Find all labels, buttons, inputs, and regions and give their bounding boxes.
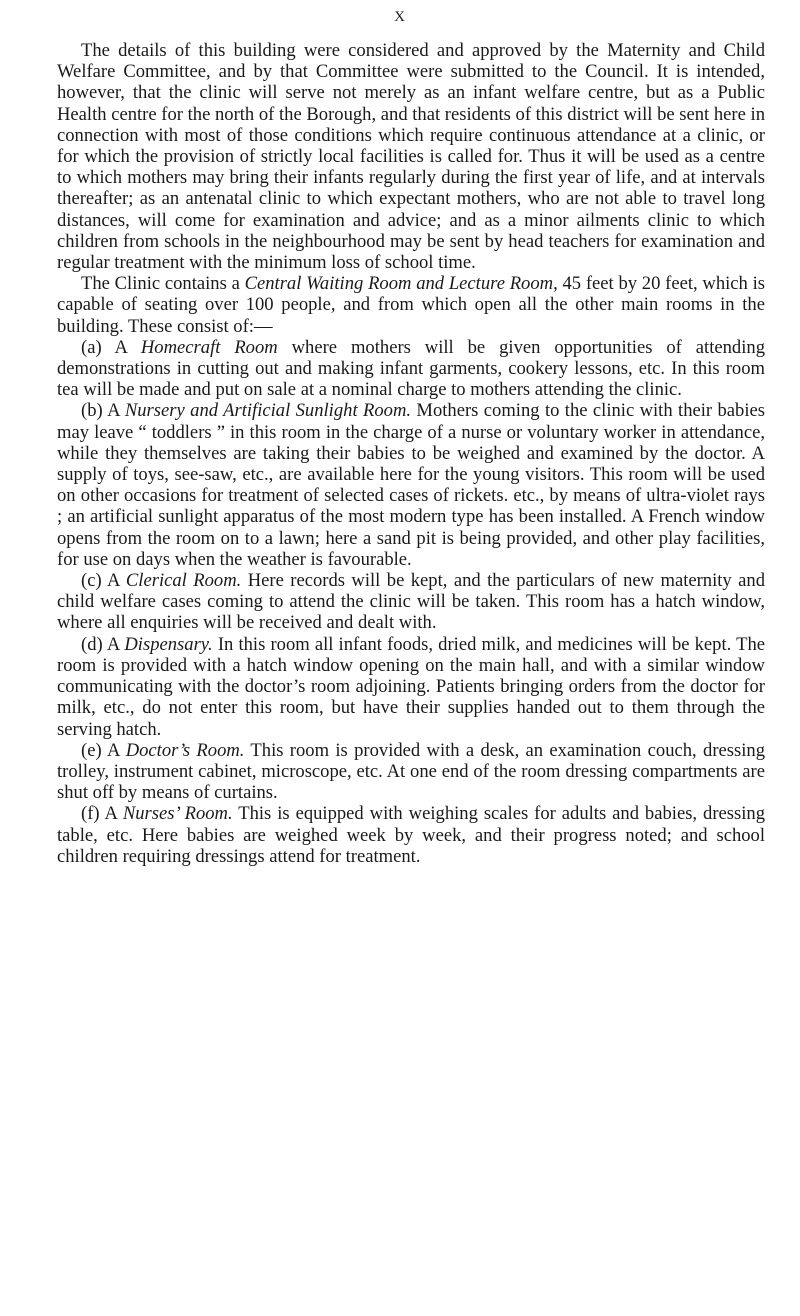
clinic-text-post: 45 feet by 20 feet, which is capable of seating over 100 people, and from which open all the other main rooms in the building. These consist of:— xyxy=(57,273,765,337)
room-description: Mothers coming to the clinic with their babies may leave “ toddlers ” in this room in the charge of a nurse or voluntary worker in attendance, while they themselves are taking their babies to be weighed and examined by the doctor. A supply of toys, see-saw, etc., are available here for the young visitors. This room will be used on other occasions for treatment of selected cases of rickets. etc., by means of ultra-violet rays ; an artificial sunlight apparatus of the most modern type has been installed. A French window opens from the room on to a lawn; here a sand pit is being provided, and other play facilities, for use on days when the weather is favourable. xyxy=(57,400,765,570)
room-article: A xyxy=(106,739,120,761)
room-article: A xyxy=(114,336,127,358)
clinic-paragraph xyxy=(57,273,765,337)
document-body xyxy=(57,40,765,867)
room-item-doctors xyxy=(57,740,765,804)
central-waiting-room-title: Central Waiting Room and Lecture Room, xyxy=(244,273,558,295)
room-name: Doctor’s Room. xyxy=(125,739,245,761)
clinic-text-pre: The Clinic contains a xyxy=(81,273,245,295)
room-item-nursery xyxy=(57,400,765,570)
room-article: A xyxy=(106,633,120,655)
room-name: Nurses’ Room. xyxy=(122,803,233,825)
room-letter: (a) xyxy=(81,336,102,358)
page-number: X xyxy=(394,9,406,25)
room-description: Here records will be kept, and the particulars of new maternity and child welfare cases coming to attend the clinic will be taken. This room has a hatch window, where all enquiries will be received and dealt with. xyxy=(57,570,766,634)
room-name: Nursery and Artificial Sunlight Room. xyxy=(124,400,412,422)
room-description: This is equipped with weighing scales for adults and babies, dressing table, etc. Here babies are weighed week by week, and their progress noted; and school children requiring dressings attend for treatment. xyxy=(57,803,765,867)
room-letter: (d) xyxy=(81,633,103,655)
room-name: Homecraft Room xyxy=(140,336,278,358)
room-article: A xyxy=(107,400,120,422)
room-letter: (c) xyxy=(81,570,102,592)
room-description: where mothers will be given opportunities of attending demonstrations in cutting out and making infant garments, cookery lessons, etc. In this room tea will be made and put on sale at a nominal charge to mothers attending the clinic. xyxy=(57,336,765,401)
room-item-clerical xyxy=(57,570,765,634)
room-item-dispensary xyxy=(57,634,765,740)
room-name: Dispensary. xyxy=(124,633,213,655)
room-letter: (e) xyxy=(81,739,102,761)
room-letter: (b) xyxy=(81,400,103,422)
room-description: In this room all infant foods, dried milk, and medicines will be kept. The room is provided with a hatch window opening on the main hall, and with a similar window communicating with the doctor’s room adjoining. Patients bringing orders from the doctor for milk, etc., do not enter this room, but have their supplies handed out to them through the serving hatch. xyxy=(57,633,766,740)
intro-paragraph: The details of this building were considered and approved by the Maternity and Child Welfare Committee, and by that Committee were submitted to the Council. It is intended, however, that the clinic will serve not merely as an infant welfare centre, but as a Public Health centre for the north of the Borough, and that residents of this district will be sent here in connection with most of those conditions which require continuous attendance at a clinic, or for which the provision of strictly local facilities is called for. Thus it will be used as a centre to which mothers may bring their infants regularly during the first year of life, and at intervals thereafter; as an antenatal clinic to which expectant mothers, who are not able to travel long distances, will come for examination and advice; and as a minor ailments clinic to which children from schools in the neighbourhood may be sent by head teachers for examination and regular treatment with the minimum loss of school time. xyxy=(57,40,765,274)
room-article: A xyxy=(107,570,120,592)
room-item-homecraft xyxy=(57,337,765,401)
room-article: A xyxy=(104,803,117,825)
room-letter: (f) xyxy=(81,803,100,825)
room-name: Clerical Room. xyxy=(125,570,242,592)
room-item-nurses xyxy=(57,803,765,867)
room-description: This room is provided with a desk, an examination couch, dressing trolley, instrument cabinet, microscope, etc. At one end of the room dressing compartments are shut off by means of curtains. xyxy=(57,739,765,804)
